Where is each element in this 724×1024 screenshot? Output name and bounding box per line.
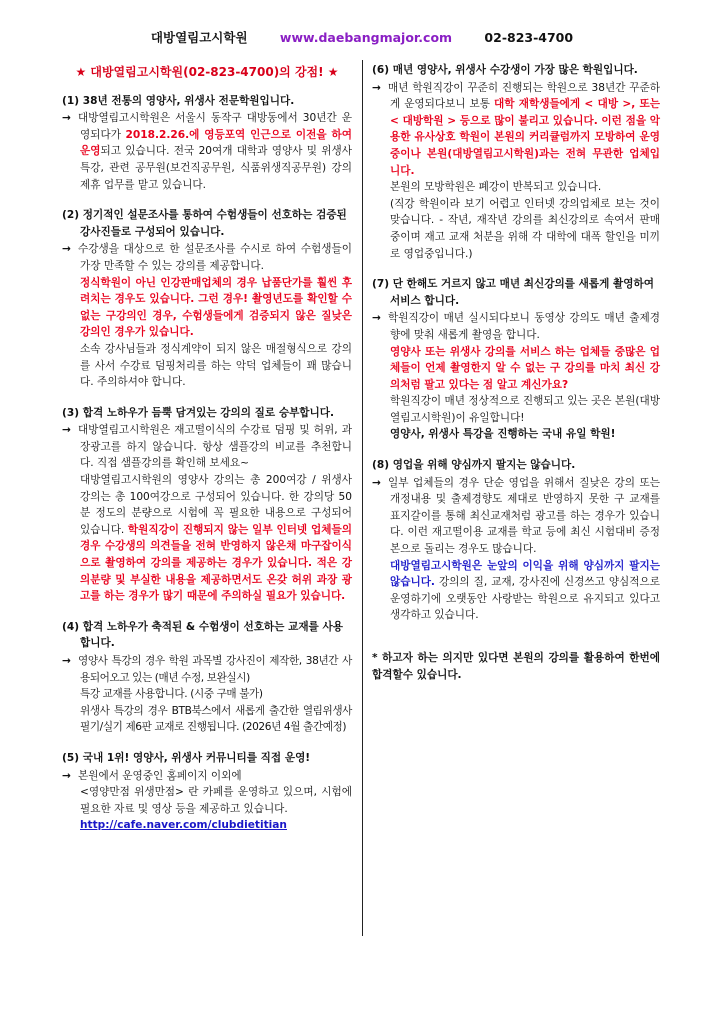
section-body (62, 768, 352, 785)
warning-text: 영양사 또는 위생사 강의를 서비스 하는 업체들 중많은 업체들이 언제 촬영한지 알 수 없는 구 강의를 마치 최신 강의처럼 팔고 있다는 점 알고 계신가요? (390, 345, 660, 391)
strengths-title: ★ 대방열림고시학원(02-823-4700)의 강점! ★ (75, 65, 339, 79)
text: 일부 업체들의 경우 단순 영업을 위해서 질낮은 강의 또는 개정내용 및 출제경향도 제대로 반영하지 못한 구 교재를 표지갈이를 통해 최신교재처럼 광고를 하는 경우가 있습니다. 이런 재고떨이용 교재를 학교 등에 최신 시험대비 증정본으로 돌리는 경우도 많습니다. (388, 476, 660, 556)
arrow-icon: → (62, 424, 71, 437)
text: 매년 학원직강이 꾸준히 진행되는 학원으로 38년간 꾸준하게 운영되다보니 보통 (388, 81, 660, 111)
right-column (372, 62, 660, 697)
section-heading: (6) 매년 영양사, 위생사 수강생이 가장 많은 학원입니다. (372, 64, 638, 76)
section-body (62, 422, 352, 472)
phone-number: 02-823-4700 (484, 30, 574, 45)
text: 특강 교재를 사용합니다. (시중 구매 불가) (80, 688, 263, 701)
text: <영양만점 위생만점> 란 카페를 운영하고 있으며, 시험에 필요한 자료 및 영상 등을 제공하고 있습니다. (80, 786, 352, 815)
website-url[interactable]: www.daebangmajor.com (279, 30, 453, 45)
text: 강의의 질, 교재, 강사진에 신경쓰고 양심적으로 운영하기에 오랫동안 사랑받는 학원으로 유지되고 있다고 생각하고 있습니다. (390, 576, 660, 622)
column-divider (362, 60, 363, 936)
arrow-icon: → (62, 655, 71, 667)
text: 대방열림고시학원은 재고떨이식의 수강료 덤핑 및 허위, 과장광고를 하지 않습니다. 항상 샘플강의 비교를 추천합니다. 직접 샘플강의를 확인해 보세요~ (78, 424, 352, 470)
text: (직강 학원이라 보기 어렵고 인터넷 강의업체로 보는 것이 맞습니다. - 작년, 재작년 강의를 최신강의로 속여서 판매 중이며 재고 교재 처분을 위해 각 대학에 대폭 할인을 미끼로 영업중입니다.) (390, 197, 660, 260)
text: 학원직강이 매년 실시되다보니 동영상 강의도 매년 출제경향에 맞춰 새롭게 촬영을 합니다. (388, 312, 660, 341)
section-heading: (1) 38년 전통의 영양사, 위생사 전문학원입니다. (62, 94, 295, 107)
section-6 (372, 62, 660, 262)
section-body (372, 475, 660, 558)
arrow-icon: → (62, 243, 71, 256)
section-7 (372, 276, 660, 443)
section-heading: (7) 단 한해도 거르지 않고 매년 최신강의를 새롭게 촬영하여 서비스 합니다. (372, 278, 654, 307)
text: 대방열림고시학원은 서울시 동작구 대방동에서 30년간 운영되다가 (78, 112, 352, 141)
text: 본원에서 운영중인 홈페이지 이외에 (78, 769, 242, 782)
section-heading: (8) 영업을 위해 양심까지 팔지는 않습니다. (372, 459, 576, 472)
section-heading: (5) 국내 1위! 영양사, 위생사 커뮤니티를 직접 운영! (62, 751, 311, 764)
text: 대방열림고시학원의 영양사 강의는 총 200여강 / 위생사 강의는 총 100여강으로 구성되어 있습니다. 한 강의당 50분 정도의 분량으로 시험에 꼭 필요한 내용으로 구성되어 있습니다. (80, 474, 352, 536)
section-body (62, 241, 352, 274)
left-column (62, 62, 352, 848)
section-1 (62, 93, 352, 194)
cafe-link[interactable]: http://cafe.naver.com/clubdietitian (80, 819, 287, 832)
text: 수강생을 대상으로 한 설문조사를 수시로 하여 수험생들이 가장 만족할 수 있는 강의를 제공합니다. (78, 243, 352, 272)
highlight-text: 대방열림고시학원은 눈앞의 이익을 위해 양심까지 팔지는 않습니다. (390, 559, 660, 589)
section-body-2 (372, 558, 660, 624)
closing-note: * 하고자 하는 의지만 있다면 본원의 강의를 활용하여 한번에 합격할수 있습니다. (372, 652, 660, 681)
emphasis-text: 영양사, 위생사 특강을 진행하는 국내 유일 학원! (390, 428, 616, 441)
section-body (62, 653, 352, 686)
arrow-icon: → (372, 81, 381, 94)
highlight-text: 2018.2.26.에 영등포역 인근으로 이전을 하여 운영 (80, 128, 352, 158)
section-heading: (2) 정기적인 설문조사를 통하여 수험생들이 선호하는 검증된 강사진들로 구성되어 있습니다. (62, 209, 347, 238)
section-8 (372, 457, 660, 624)
arrow-icon: → (372, 312, 381, 325)
warning-text: 대학 재학생들에게 < 대방 >, 또는 < 대방학원 > 등으로 많이 불리고 있습니다. 이런 점을 악용한 유사상호 학원이 본원의 커리큘럼까지 모방하여 운영중이나 본원(대방열림고시학원)과는 전혀 무관한 업체입니다. (390, 98, 660, 177)
section-body (372, 80, 660, 180)
section-4 (62, 619, 352, 736)
arrow-icon: → (372, 476, 381, 489)
arrow-icon: → (62, 112, 71, 125)
academy-name: 대방열림고시학원 (150, 30, 248, 45)
text: 학원직강이 매년 정상적으로 진행되고 있는 곳은 본원(대방열림고시학원)이 유일합니다! (390, 395, 660, 424)
section-body-2 (62, 472, 352, 605)
page-header (0, 28, 724, 46)
text: 소속 강사님들과 정식계약이 되지 않은 매절형식으로 강의를 사서 수강료 덤핑처리를 하는 악덕 업체들이 꽤 많습니다. 주의하셔야 합니다. (80, 342, 352, 389)
section-heading: (4) 합격 노하우가 축적된 & 수험생이 선호하는 교재를 사용합니다. (62, 620, 343, 650)
text: 되고 있습니다. 전국 20여개 대학과 영양사 및 위생사 특강, 관련 공무원(보건직공무원, 식품위생직공무원) 강의제휴 업무를 맡고 있습니다. (80, 145, 352, 191)
section-heading: (3) 합격 노하우가 듬뿍 담겨있는 강의의 질로 승부합니다. (62, 406, 335, 419)
section-2 (62, 207, 352, 391)
section-5 (62, 750, 352, 834)
section-body (372, 310, 660, 343)
text: 위생사 특강의 경우 BTB북스에서 새롭게 출간한 열림위생사 필기/실기 제6판 교재로 진행됩니다. (2026년 4월 출간예정) (80, 704, 352, 734)
text: 영양사 특강의 경우 학원 과목별 강사진이 제작한, 38년간 사용되어오고 있는 (매년 수정, 보완실시) (78, 655, 352, 684)
section-body (62, 110, 352, 193)
section-3 (62, 405, 352, 605)
arrow-icon: → (62, 769, 71, 782)
warning-text: 학원직강이 진행되지 않는 일부 인터넷 업체들의 경우 수강생의 의견들을 전혀 반영하지 않은채 마구잡이식으로 촬영하여 강의를 제공하는 경우가 있습니다. 적은 강의분량 및 부실한 내용을 제공하면서도 온갖 허위 과장 광고를 하는 경우가 많기 때문에 주의하실 필요가 있습니다. (80, 523, 352, 603)
text: 본원의 모방학원은 폐강이 반복되고 있습니다. (390, 181, 602, 194)
warning-text: 정식학원이 아닌 인강판매업체의 경우 납품단가를 훨씬 후려치는 경우도 있습니다. 그런 경우! 촬영년도를 확인할 수 없는 구강의인 경우, 수험생들에게 검증되지 않은 질낮은 강의인 경우가 있습니다. (80, 276, 352, 339)
